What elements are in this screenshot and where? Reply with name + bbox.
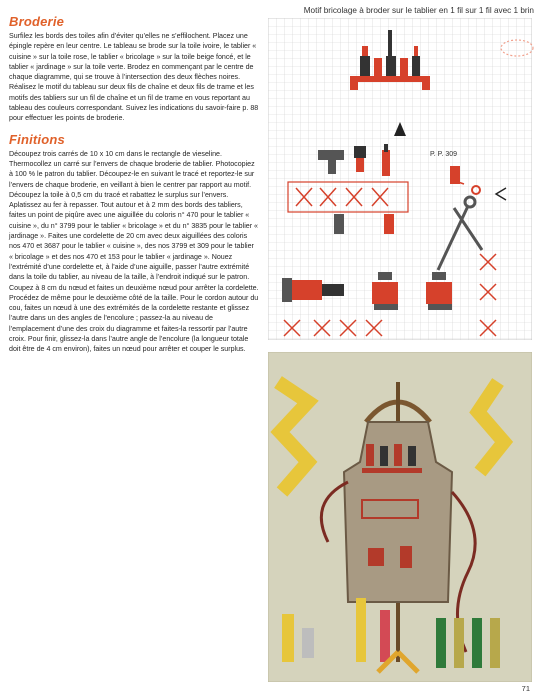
broderie-text: Surfilez les bords des toiles afin d’éviter qu’elles ne s’effilochent. Placez une épingle repère en leur centre. Le tableau se brode sur la toile ivoire, le tablier « cuisine » sur la toile rose, le tablier « bricolage » sur la toile beige foncé, et le tablier « jardinage » sur la toile verte. Brodez en commençant par le centre de chaque diagramme, qui se trouve à l’intersection des deux flèches noires. Réalisez le motif du tableau sur deux fils de chaîne et deux fils de trame et les motifs des tabliers sur un fil de chaîne et un fil de trame en vous reportant au tableau des couleurs correspondant. Suivez les indications du savoir-faire p. 88 pour effectuer les points de broderie. [9,32,259,123]
bead-decoration-icon [497,38,537,58]
instructions-column [9,14,259,355]
illustration-column [266,0,542,699]
embroidery-photo [268,352,532,682]
color-note: P. P. 309 [430,151,457,158]
cross-stitch-chart [268,18,532,340]
finitions-heading: Finitions [9,131,65,147]
finitions-text: Découpez trois carrés de 10 x 10 cm dans le rectangle de vieseline. Thermocollez un carré sur l’envers de chaque broderie de tablier. Photocopiez à 100 % le patron du tablier. Découpez-le en suivant le tracé et reportez-le sur l’envers de chaque broderie, en veillant à bien le centrer par rapport au motif. Découpez la toile à 0,5 cm du tracé et rabattez le surplus sur l’envers. Aplatissez au fer à repasser. Tout autour et à 2 mm des bords des tabliers, faites un point de piqûre avec une aiguillée du coloris n° 470 pour le tablier « cuisine », du n° 3799 pour le tablier « bricolage » et du n° 3835 pour le tablier « jardinage ». Faites une cordelette de 20 cm avec deux aiguillées des coloris nos 470 et 3687 pour le tablier « cuisine », des nos 3799 et 309 pour le tablier « bricolage » et des nos 470 et 153 pour le tablier « jardinage ». Nouez l’extrémité d’une cordelette et, à l’aide d’une aiguille, passer l’autre extrémité dans la toile du tablier, au niveau de la taille, à l’endroit indiqué sur le patron. Coupez à 8 cm du nœud et faites un deuxième nœud pour arrêter la cordelette. Procédez de même pour le deuxième côté de la taille. Pour le cordon autour du cou, faites un nœud à une des extrémités de la cordelette restante et glissez l’autre dans un des angles de l’encolure ; passez-la au niveau de l’emplacement d’une des croix du diagramme et faites-la ressortir par l’autre croix. Pour finir, glissez-la dans l’autre angle de l’encolure (la longueur totale doit être de 4 cm environ), faites un nœud pour arrêter et couper le surplus. [9,149,259,354]
pattern-caption: Motif bricolage à broder sur le tablier en 1 fil sur 1 fil avec 1 brin [303,6,534,15]
page-number: 71 [521,684,530,693]
broderie-heading: Broderie [9,14,65,29]
